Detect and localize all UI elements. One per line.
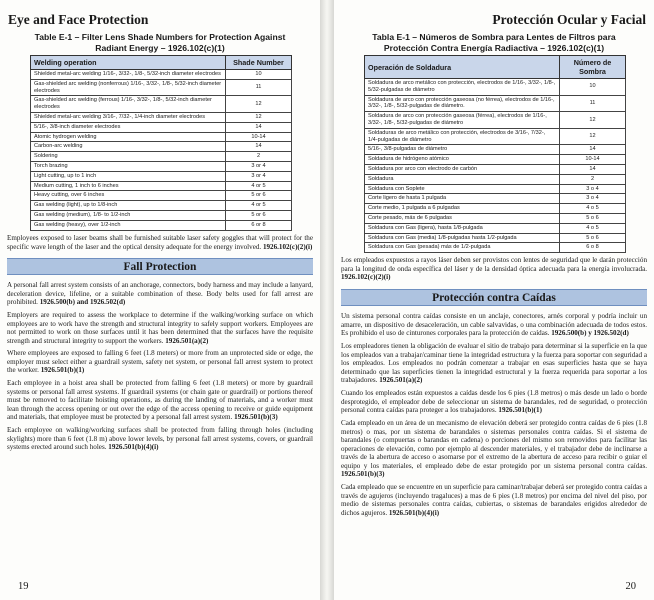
- column-header-shade: Número de Sombra: [560, 56, 626, 79]
- laser-text: Employees exposed to laser beams shall be furnished suitable laser safety goggles that will protect for the specific wave length of the laser and the optical density adequate for the energy involved.: [7, 234, 313, 251]
- table-row: [31, 171, 292, 181]
- welding-operation-cell: Corte medio, 1 pulgada a 6 pulgadas: [365, 204, 560, 214]
- section-title: Protección Ocular y Facial: [492, 12, 646, 27]
- paragraph-unprotected-edge: [7, 349, 313, 375]
- regulation-reference: 1926.501(a)(2): [165, 336, 209, 345]
- welding-operation-cell: Soldadura de arco metálico con protección, electrodos de 1/16-, 3/32-, 1/8-, 5/32-pulgadas de diámetro: [365, 79, 560, 96]
- regulation-reference: 1926.501(b)(1): [40, 366, 85, 374]
- shade-number-table: [30, 55, 292, 231]
- laser-text: Los empleados expuestos a rayos láser deben ser provistos con lentes de seguridad que le darán protección para la longitud de onda específica del láser y de la densidad óptica adecuada para la energía involucrada.: [341, 256, 647, 273]
- paragraph-fall-arrest: [341, 312, 647, 338]
- welding-operation-cell: Soldadura por arco con electrodo de carbón: [365, 164, 560, 174]
- shade-table-container: [364, 55, 626, 253]
- welding-operation-cell: 5/16-, 3/8-inch diameter electrodes: [31, 122, 226, 132]
- paragraph-hoist-area: [7, 379, 313, 422]
- column-header-shade: Shade Number: [226, 56, 292, 70]
- shade-number-cell: 5 or 6: [226, 191, 292, 201]
- laser-reference: 1926.102(c)(2)(i): [341, 273, 391, 281]
- welding-operation-cell: 5/16-, 3/8-pulgadas de diámetro: [365, 145, 560, 155]
- shade-number-cell: 14: [560, 145, 626, 155]
- regulation-reference: 1926.501(a)(2): [379, 376, 423, 384]
- fall-protection-heading: Protección contra Caídas: [341, 289, 647, 306]
- table-row: [365, 112, 626, 129]
- welding-operation-cell: Soldadura: [365, 174, 560, 184]
- shade-number-cell: 14: [226, 122, 292, 132]
- shade-number-cell: 10: [560, 79, 626, 96]
- table-row: [31, 220, 292, 230]
- table-row: [31, 161, 292, 171]
- welding-operation-cell: Soldadura con Soplete: [365, 184, 560, 194]
- section-title: Eye and Face Protection: [8, 12, 149, 27]
- paragraph-unprotected-edge: [341, 389, 647, 415]
- table-caption-line-2: Radiant Energy – 1926.102(c)(1): [95, 42, 225, 53]
- book-gutter: [320, 0, 334, 600]
- welding-operation-cell: Soldering: [31, 152, 226, 162]
- laser-paragraph: [341, 256, 647, 282]
- welding-operation-cell: Gas welding (medium), 1/8- to 1/2-inch: [31, 210, 226, 220]
- table-row: [365, 184, 626, 194]
- regulation-reference: 1926.501(b)(4)(i): [388, 508, 440, 517]
- regulation-reference: 1926.501(b)(1): [498, 406, 542, 414]
- table-row: [31, 112, 292, 122]
- paragraph-text: Employers are required to assess the workplace to determine if the walking/working surface on which employees are to work have the strength and structural integrity to safely support workers. Employees are not permitted to work on those surfaces until it has been determined that the surfaces have the requisite strength and structural integrity to support the workers.: [7, 311, 313, 345]
- welding-operation-cell: Atomic hydrogen welding: [31, 132, 226, 142]
- column-header-operation: Welding operation: [31, 56, 226, 70]
- paragraph-assessment: [341, 342, 647, 385]
- shade-number-cell: 4 o 5: [560, 204, 626, 214]
- shade-number-cell: 10-14: [560, 155, 626, 165]
- table-row: [365, 223, 626, 233]
- shade-number-cell: 5 o 6: [560, 233, 626, 243]
- paragraph-holes: [341, 483, 647, 517]
- table-row: [31, 79, 292, 96]
- shade-number-cell: 2: [226, 152, 292, 162]
- shade-number-cell: 4 o 5: [560, 223, 626, 233]
- table-row: [365, 194, 626, 204]
- shade-number-cell: 5 o 6: [560, 213, 626, 223]
- shade-number-cell: 14: [226, 142, 292, 152]
- paragraph-assessment: [7, 311, 313, 345]
- welding-operation-cell: Shielded metal-arc welding 1/16-, 3/32-, 1/8-, 5/32-inch diameter electrodes: [31, 70, 226, 80]
- welding-operation-cell: Heavy cutting, over 6 inches: [31, 191, 226, 201]
- table-row: [31, 70, 292, 80]
- shade-number-cell: 3 or 4: [226, 161, 292, 171]
- shade-number-cell: 12: [226, 96, 292, 113]
- shade-number-cell: 11: [226, 79, 292, 96]
- table-caption-line-2: Protección Contra Energía Radiactiva – 1926.102(c)(1): [383, 42, 605, 53]
- paragraph-text: Los empleadores tienen la obligación de evaluar el sitio de trabajo para determinar si la superficie en la que los empleados van a trabajar/caminar tiene la integridad estructura y la fuerza para soportar con seguridad a los empleados. Los empleados no podrán comenzar a trabajar en esas superficies hasta que se haya determinado que las superficies tienen la integridad estructural y la fuerza requerida para soportar a los trabajadores.: [341, 342, 647, 384]
- paragraph-hoist-area: [341, 419, 647, 479]
- fall-protection-heading: Fall Protection: [7, 258, 313, 275]
- welding-operation-cell: Soldadura con Gas (ligera), hasta 1/8-pulgada: [365, 223, 560, 233]
- regulation-reference: 1926.501(b)(3): [341, 470, 385, 478]
- paragraph-text: Each employee on walking/working surfaces shall be protected from falling through holes (including skylights) more than 6 feet (1.8 m) above lower levels, by personal fall arrest systems, covers, or guardrail systems erected around such holes.: [7, 426, 313, 451]
- paragraph-text: Cada empleado en un área de un mecanismo de elevación deberá ser protegido contra caídas de 6 pies (1.8 metros) o mas, por un sistema de barandales o sistemas personales contra caídas. Si el sistema de barandales (o compuertas o barandas en cadena) o porciones del mismo son removidos para facilitar las operaciones de elevación, como por ejemplo al descender materiales, y el trabajador debe de inclinarse a través de la abertura de acceso o asomarse por el extremo de la abertura de acceso para recibir o guiar el equipo y los materiales, el empleado debe de estar protegido por un sistema personal contra caídas.: [341, 419, 647, 470]
- right-page: [334, 0, 654, 600]
- welding-operation-cell: Carbon-arc welding: [31, 142, 226, 152]
- shade-number-table: [364, 55, 626, 253]
- shade-number-cell: 14: [560, 164, 626, 174]
- table-row: [365, 243, 626, 253]
- shade-number-cell: 6 o 8: [560, 243, 626, 253]
- paragraph-holes: [7, 426, 313, 452]
- table-row: [31, 142, 292, 152]
- shade-number-cell: 5 or 6: [226, 210, 292, 220]
- shade-number-cell: 3 o 4: [560, 184, 626, 194]
- table-row: [31, 96, 292, 113]
- table-row: [31, 152, 292, 162]
- welding-operation-cell: Light cutting, up to 1 inch: [31, 171, 226, 181]
- shade-number-cell: 11: [560, 95, 626, 112]
- shade-number-cell: 12: [560, 128, 626, 145]
- table-caption: [14, 32, 306, 53]
- welding-operation-cell: Shielded metal-arc welding 3/16-, 7/32-, 1/4-inch diameter electrodes: [31, 112, 226, 122]
- table-row: [365, 79, 626, 96]
- table-row: [365, 164, 626, 174]
- table-row: [365, 204, 626, 214]
- shade-number-cell: 10: [226, 70, 292, 80]
- shade-number-cell: 12: [560, 112, 626, 129]
- welding-operation-cell: Corte pesado, más de 6 pulgadas: [365, 213, 560, 223]
- table-row: [365, 174, 626, 184]
- paragraph-text: Cuando los empleados están expuestos a caídas desde los 6 pies (1.8 metros) o más desde un lado o borde desprotegido, el empleador debe de seleccionar un sistema de barandales, red de seguridad, o protección personal contra caídas para proteger a los trabajadores.: [341, 389, 647, 414]
- welding-operation-cell: Corte ligero de hasta 1 pulgada: [365, 194, 560, 204]
- welding-operation-cell: Gas-shielded arc welding (nonferrous) 1/16-, 3/32-, 1/8-, 5/32-inch diameter electrodes: [31, 79, 226, 96]
- table-row: [365, 213, 626, 223]
- shade-number-cell: 6 or 8: [226, 220, 292, 230]
- regulation-reference: 1926.500(b) and 1926.502(d): [39, 298, 126, 306]
- page-number: 19: [18, 581, 29, 592]
- table-body: [31, 70, 292, 231]
- table-row: [31, 191, 292, 201]
- paragraph-fall-arrest: [7, 281, 313, 307]
- page-number: 20: [625, 581, 636, 592]
- paragraph-text: Each employee in a hoist area shall be protected from falling 6 feet (1.8 meters) or more by guardrail systems or personal fall arrest systems. If guardrail systems (or chain gate or guardrail) or portions thereof must be removed to facilitate hoisting operations, as during the landing of materials, and a worker must lean through the access opening or out over the edge of the access opening to receive or guide equipment and materials, that employee must be protected by a personal fall arrest system.: [7, 379, 313, 421]
- shade-number-cell: 3 or 4: [226, 171, 292, 181]
- welding-operation-cell: Gas-shielded arc welding (ferrous) 1/16-, 3/32-, 1/8-, 5/32-inch diameter electrodes: [31, 96, 226, 113]
- shade-number-cell: 12: [226, 112, 292, 122]
- table-row: [365, 155, 626, 165]
- shade-number-cell: 10-14: [226, 132, 292, 142]
- welding-operation-cell: Soldadura con Gas (pesada) más de 1/2-pulgada: [365, 243, 560, 253]
- shade-number-cell: 4 or 5: [226, 201, 292, 211]
- welding-operation-cell: Soldadura de arco con protección gaseosa (férrea), electrodos de 1/16-, 3/32-, 1/8-, 5/32-pulgadas de diámetro: [365, 112, 560, 129]
- table-row: [365, 233, 626, 243]
- paragraph-text: Un sistema personal contra caídas consiste en un anclaje, conectores, arnés corporal y podría incluir un amarre, un dispositivo de desaceleración, un cable salvavidas, o una combinación adecuada de todos estos. Es prohibido el uso de cinturones corporales para la protección de caídas.: [341, 312, 647, 337]
- left-page: [0, 0, 320, 600]
- table-row: [31, 181, 292, 191]
- table-body: [365, 79, 626, 253]
- shade-number-cell: 3 o 4: [560, 194, 626, 204]
- welding-operation-cell: Soldaduras de arco metálico con protección, electrodos de 3/16-, 7/32-, 1/4-pulgadas de diámetro: [365, 128, 560, 145]
- table-row: [365, 95, 626, 112]
- table-caption: [348, 32, 640, 53]
- table-header-row: [31, 56, 292, 70]
- welding-operation-cell: Torch brazing: [31, 161, 226, 171]
- paragraph-text: Where employees are exposed to falling 6 feet (1.8 meters) or more from an unprotected side or edge, the employer must select either a guardrail system, safety net system, or personal fall arrest system to protect the worker.: [7, 349, 313, 374]
- welding-operation-cell: Soldadura de hidrógeno atómico: [365, 155, 560, 165]
- table-row: [365, 145, 626, 155]
- regulation-reference: 1926.501(b)(3): [234, 413, 278, 421]
- column-header-operation: Operación de Soldadura: [365, 56, 560, 79]
- welding-operation-cell: Soldadura con Gas (media) 1/8-pulgadas hasta 1/2-pulgada: [365, 233, 560, 243]
- table-header-row: [365, 56, 626, 79]
- welding-operation-cell: Medium cutting, 1 inch to 6 inches: [31, 181, 226, 191]
- table-caption-line-1: Tabla E-1 – Números de Sombra para Lentes de Filtros para: [372, 32, 616, 42]
- welding-operation-cell: Gas welding (light), up to 1/8-inch: [31, 201, 226, 211]
- shade-table-container: [30, 55, 292, 231]
- regulation-reference: 1926.500(b) y 1926.502(d): [551, 329, 629, 337]
- laser-paragraph: [7, 234, 313, 251]
- shade-number-cell: 4 or 5: [226, 181, 292, 191]
- table-row: [31, 210, 292, 220]
- shade-number-cell: 2: [560, 174, 626, 184]
- table-row: [365, 128, 626, 145]
- table-caption-line-1: Table E-1 – Filter Lens Shade Numbers for Protection Against: [34, 32, 286, 42]
- welding-operation-cell: Gas welding (heavy), over 1/2-inch: [31, 220, 226, 230]
- table-row: [31, 201, 292, 211]
- welding-operation-cell: Soldadura de arco con protección gaseosa (no férrea), electrodos de 1/16-, 3/32-, 1/8-, 5/32-pulgadas de diámetro.: [365, 95, 560, 112]
- regulation-reference: 1926.501(b)(4)(i): [108, 443, 159, 451]
- table-row: [31, 132, 292, 142]
- table-row: [31, 122, 292, 132]
- paragraph-text: Cada empleado que se encuentre en un superficie para caminar/trabajar deberá ser protegido contra caídas a través de agujeros (incluyendo tragaluces) a mas de 6 pies (1.8 metros) por encima del nivel del piso, por medio de sistemas personales contra caídas, cubiertas, o sistemas de barandales erigidos alrededor de dichos agujeros.: [341, 483, 647, 517]
- laser-reference: 1926.102(c)(2)(i): [262, 242, 313, 251]
- paragraph-text: A personal fall arrest system consists of an anchorage, connectors, body harness and may include a lanyard, deceleration device, lifeline, or a suitable combination of these. Body belts used for fall arrest are prohibited.: [7, 281, 313, 306]
